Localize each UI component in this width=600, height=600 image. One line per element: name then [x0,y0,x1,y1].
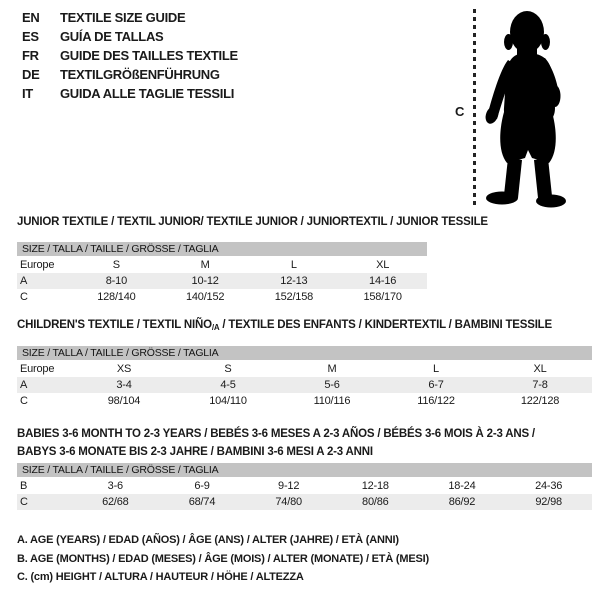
cell: 92/98 [535,496,562,508]
column-header: XL [376,259,390,271]
language-title-list [22,8,238,103]
babies-table [17,478,592,510]
cell: 152/158 [274,291,314,303]
cell: 9-12 [278,480,300,492]
heading-line-1: BABIES 3-6 MONTH TO 2-3 YEARS / BEBÉS 3-6 MESES A 2-3 AÑOS / BÉBÉS 3-6 MOIS À 2-3 ANS / [17,428,535,440]
row-label: C [20,496,28,508]
cell: 68/74 [188,496,216,508]
row-label: B [20,480,28,492]
table-row-columns [17,361,592,377]
language-row-fr [22,46,238,65]
cell: 4-5 [220,379,236,391]
cell: 3-4 [116,379,132,391]
cell: 110/116 [313,395,351,407]
cell: 158/170 [363,291,402,303]
column-header: L [433,363,439,375]
cell: 122/128 [520,395,560,407]
column-header: Europe [20,363,55,375]
cell: 24-36 [535,480,563,492]
language-code: IT [22,86,33,101]
size-header-bar: SIZE / TALLA / TAILLE / GRÖSSE / TAGLIA [17,242,427,256]
junior-section-heading: JUNIOR TEXTILE / TEXTIL JUNIOR/ TEXTILE JUNIOR / JUNIORTEXTIL / JUNIOR TESSILE [17,216,488,228]
row-label: A [20,379,28,391]
cell: 104/110 [209,395,247,407]
size-header-bar: SIZE / TALLA / TAILLE / GRÖSSE / TAGLIA [17,346,592,360]
cell: 12-13 [280,275,308,287]
cell: 8-10 [105,275,127,287]
children-section-heading [17,319,552,332]
language-code: EN [22,10,40,25]
language-row-en [22,8,238,27]
language-row-es [22,27,238,46]
cell: 140/152 [185,291,225,303]
language-title: GUÍA DE TALLAS [60,29,164,44]
cell: 98/104 [107,395,141,407]
heading-subscript: /A [211,323,220,332]
junior-size-table [17,242,427,305]
cell: 6-9 [194,480,210,492]
column-header: M [200,259,210,271]
height-measure-dashed-line [473,9,476,208]
language-title: GUIDA ALLE TAGLIE TESSILI [60,86,235,101]
table-row-height [17,289,427,305]
column-header: S [112,259,120,271]
cell: 74/80 [275,496,302,508]
language-row-it [22,84,238,103]
language-title: TEXTILE SIZE GUIDE [60,10,186,25]
table-row-age [17,377,592,393]
cell: 10-12 [191,275,219,287]
babies-section-heading [17,425,535,461]
heading-line-2: BABYS 3-6 MONATE BIS 2-3 JAHRE / BAMBINI 3-6 MESI A 2-3 ANNI [17,446,373,458]
column-header: Europe [20,259,55,271]
height-measure-label: C [455,104,465,119]
footnote-c: C. (cm) HEIGHT / ALTURA / HAUTEUR / HÖHE / ALTEZZA [17,571,304,583]
cell: 116/122 [417,395,455,407]
row-label: A [20,275,28,287]
cell: 128/140 [97,291,136,303]
size-header-bar: SIZE / TALLA / TAILLE / GRÖSSE / TAGLIA [17,463,592,477]
column-header: XL [533,363,547,375]
junior-table [17,257,427,305]
cell: 12-18 [361,480,389,492]
table-row-height [17,393,592,409]
row-label: C [20,291,28,303]
column-header: M [327,363,337,375]
table-row-height [17,494,592,510]
children-size-table [17,346,592,409]
cell: 7-8 [532,379,548,391]
language-code: DE [22,67,40,82]
heading-text: CHILDREN'S TEXTILE / TEXTIL NIÑO [17,319,212,331]
cell: 3-6 [107,480,123,492]
cell: 18-24 [448,480,476,492]
row-label: C [20,395,28,407]
column-header: L [290,259,297,271]
babies-size-table [17,463,592,510]
language-code: FR [22,48,39,63]
cell: 5-6 [324,379,340,391]
heading-text: / TEXTILE DES ENFANTS / KINDERTEXTIL / BAMBINI TESSILE [219,319,552,331]
children-table [17,361,592,409]
cell: 86/92 [448,496,476,508]
column-header: XS [116,363,132,375]
language-title: TEXTILGRÖßENFÜHRUNG [60,67,220,82]
footnote-legend [17,531,429,587]
table-row-columns [17,257,427,273]
table-row-age [17,478,592,494]
cell: 80/86 [362,496,389,508]
cell: 6-7 [428,379,444,391]
language-code: ES [22,29,39,44]
language-title: GUIDE DES TAILLES TEXTILE [60,48,238,63]
language-row-de [22,65,238,84]
cell: 62/68 [102,496,129,508]
footnote-b: B. AGE (MONTHS) / EDAD (MESES) / ÂGE (MOIS) / ALTER (MONATE) / ETÀ (MESI) [17,552,429,565]
column-header: S [224,363,232,375]
cell: 14-16 [369,275,397,287]
table-row-age [17,273,427,289]
footnote-a: A. AGE (YEARS) / EDAD (AÑOS) / ÂGE (ANS) / ALTER (JAHRE) / ETÀ (ANNI) [17,534,399,546]
toddler-silhouette-icon [479,0,599,215]
